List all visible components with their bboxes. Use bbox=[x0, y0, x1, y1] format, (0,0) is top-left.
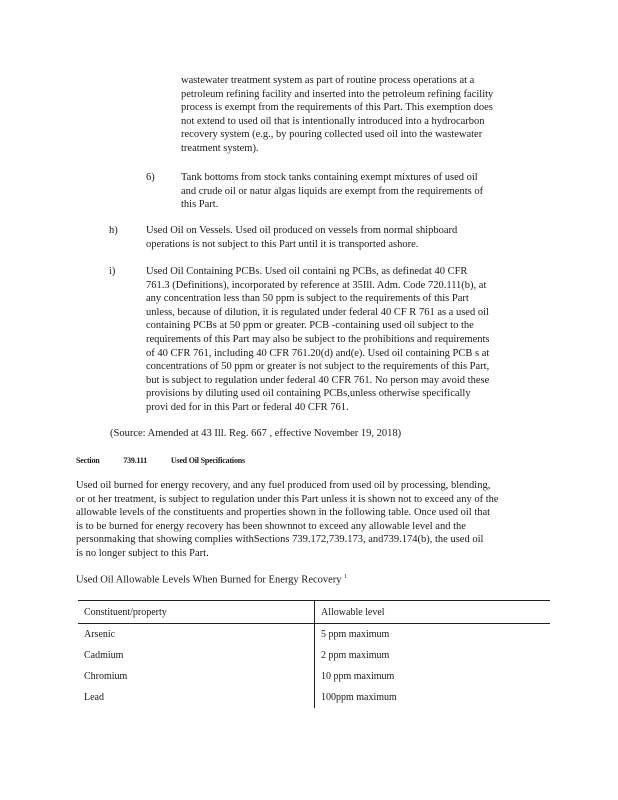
text-line: petroleum refining facility and inserted into the petroleum refining facility bbox=[181, 88, 494, 100]
subsection-g5-continuation bbox=[181, 74, 541, 156]
header-constituent: Constituent/property bbox=[78, 601, 315, 624]
text-line: of 40 CFR 761, including 40 CFR 761.20(d) and(e). Used oil containing PCB s at bbox=[146, 347, 490, 359]
table-row bbox=[78, 624, 550, 646]
level-cell: 100ppm maximum bbox=[321, 692, 397, 703]
level-cell: 5 ppm maximum bbox=[321, 629, 390, 640]
subsection-h-marker: h) bbox=[109, 225, 118, 236]
constituent-cell: Chromium bbox=[78, 666, 315, 687]
text-line: provisions by diluting used oil containing PCBs,unless otherwise specifically bbox=[146, 388, 471, 400]
text-line: operations is not subject to this Part until it is transported ashore. bbox=[146, 238, 419, 250]
constituent-cell: Arsenic bbox=[78, 624, 315, 646]
text-line: allowable levels of the constituents and properties shown in the following table. Once used oil that bbox=[76, 507, 491, 519]
footnote-mark: 1 bbox=[344, 574, 348, 580]
constituent-cell: Cadmium bbox=[78, 645, 315, 666]
table-caption bbox=[76, 574, 347, 586]
text-line: but is subject to regulation under federal 40 CFR 761. No person may avoid these bbox=[146, 374, 490, 386]
subsection-g6-text bbox=[181, 171, 526, 212]
table-row bbox=[78, 687, 550, 708]
source-note: (Source: Amended at 43 Ill. Reg. 667 , effective November 19, 2018) bbox=[110, 428, 402, 439]
text-line: this Part. bbox=[181, 199, 219, 211]
subsection-i-marker: i) bbox=[109, 266, 116, 277]
table-header-row bbox=[78, 601, 550, 624]
text-line: Used oil burned for energy recovery, and any fuel produced from used oil by processing, blending, bbox=[76, 480, 491, 491]
text-line: or ot her treatment, is subject to regulation under this Part unless it is shown not to exceed any of the bbox=[76, 493, 499, 505]
table-caption-text: Used Oil Allowable Levels When Burned for Energy Recovery bbox=[76, 574, 342, 586]
text-line: personmaking that showing complies withSections 739.172,739.173, and739.174(b), the used oil bbox=[76, 534, 484, 546]
text-line: treatment system). bbox=[181, 142, 259, 154]
text-line: concentrations of 50 ppm or greater is not subject to the requirements of this Part, bbox=[146, 361, 490, 373]
text-line: Used Oil Containing PCBs. Used oil containi ng PCBs, as definedat 40 CFR bbox=[146, 266, 468, 277]
table-row bbox=[78, 666, 550, 687]
text-line: is no longer subject to this Part. bbox=[76, 547, 209, 559]
text-line: Used Oil on Vessels. Used oil produced on vessels from normal shipboard bbox=[146, 225, 458, 236]
text-line: Tank bottoms from stock tanks containing exempt mixtures of used oil bbox=[181, 172, 478, 183]
subsection-i-text bbox=[146, 265, 541, 415]
text-line: is to be burned for energy recovery has been shownnot to exceed any allowable level and the bbox=[76, 520, 466, 532]
header-allowable-level: Allowable level bbox=[315, 601, 551, 624]
text-line: requirements of this Part may also be subject to the prohibitions and requirements bbox=[146, 333, 490, 345]
allowable-levels-table bbox=[78, 600, 550, 708]
text-line: not extend to used oil that is intentionally introduced into a hydrocarbon bbox=[181, 115, 485, 127]
text-line: provi ded for in this Part or federal 40 CFR 761. bbox=[146, 401, 349, 413]
text-line: wastewater treatment system as part of routine process operations at a bbox=[181, 75, 475, 86]
text-line: and crude oil or natur algas liquids are exempt from the requirements of bbox=[181, 185, 484, 197]
table-row bbox=[78, 645, 550, 666]
subsection-h-text bbox=[146, 224, 506, 251]
text-line: unless, because of dilution, it is regulated under federal 40 CF R 761 as a used oil bbox=[146, 306, 489, 318]
section-heading bbox=[76, 456, 267, 465]
section-label: Section bbox=[76, 456, 100, 465]
section-intro-paragraph bbox=[76, 479, 550, 561]
section-title: Used Oil Specifications bbox=[170, 456, 245, 465]
text-line: process is exempt from the requirements of this Part. This exemption does bbox=[181, 102, 493, 114]
level-cell: 10 ppm maximum bbox=[321, 671, 395, 682]
level-cell: 2 ppm maximum bbox=[321, 650, 390, 661]
subsection-g6-marker: 6) bbox=[146, 172, 155, 183]
constituent-cell: Lead bbox=[78, 687, 315, 708]
text-line: containing PCBs at 50 ppm or greater. PCB -containing used oil subject to the bbox=[146, 320, 474, 332]
text-line: 761.3 (Definitions), incorporated by reference at 35Ill. Adm. Code 720.111(b), at bbox=[146, 279, 487, 291]
text-line: recovery system (e.g., by pouring collected used oil into the wastewater bbox=[181, 129, 483, 141]
section-number: 739.111 bbox=[123, 456, 148, 465]
text-line: any concentration less than 50 ppm is subject to the requirements of this Part bbox=[146, 293, 469, 305]
